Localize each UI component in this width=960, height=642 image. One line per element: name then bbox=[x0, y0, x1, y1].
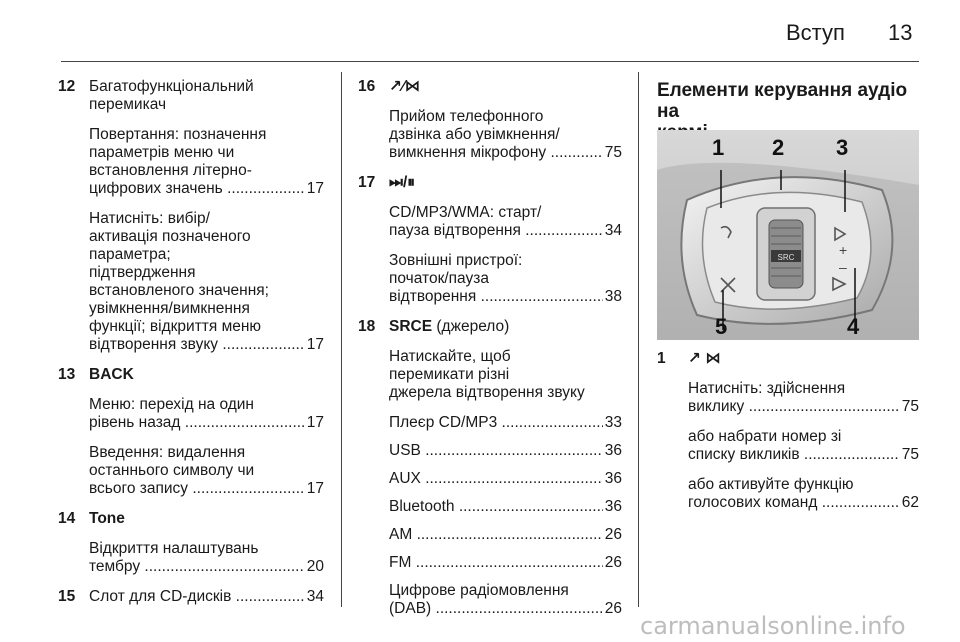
text-line: перемикати різні bbox=[389, 366, 510, 383]
text-line: активація позначеного bbox=[89, 228, 251, 245]
item-title: SRCE bbox=[389, 318, 433, 335]
figure-label-4: 4 bbox=[847, 314, 860, 339]
item-number: 16 bbox=[358, 78, 376, 95]
text-line: джерела відтворення звуку bbox=[389, 384, 585, 401]
header-title: Вступ bbox=[786, 20, 845, 45]
item-number: 18 bbox=[358, 318, 376, 335]
column-divider-1 bbox=[341, 72, 342, 607]
text-line: або активуйте функцію bbox=[688, 476, 854, 493]
text-line: останнього символу чи bbox=[89, 462, 255, 479]
page-reference: вимкнення мікрофону ..... 75 bbox=[389, 144, 622, 162]
phone-mic-icon: ↗⁄⋈ bbox=[389, 78, 421, 95]
page-reference: AM ..... 26 bbox=[389, 526, 622, 544]
item-title: Tone bbox=[89, 510, 125, 527]
next-pause-icon: ⏭/⏸ bbox=[389, 174, 416, 191]
page-number: 13 bbox=[888, 20, 913, 45]
item-number: 12 bbox=[58, 78, 76, 95]
page-reference: голосових команд ..... 62 bbox=[688, 494, 919, 512]
item-number: 17 bbox=[358, 174, 376, 191]
text-line: функції; відкриття меню bbox=[89, 318, 262, 335]
text-line: Введення: видалення bbox=[89, 444, 246, 461]
text-line: встановленого значення; bbox=[89, 282, 269, 299]
page-reference: Слот для CD-дисків ..... 34 bbox=[89, 588, 324, 606]
column-2 bbox=[358, 78, 622, 630]
column-3-list bbox=[657, 350, 919, 524]
figure-label-5: 5 bbox=[715, 314, 728, 339]
figure-label-1: 1 bbox=[712, 135, 725, 160]
page-reference: цифрових значень ..... 17 bbox=[89, 180, 324, 198]
text-line: Натискайте, щоб bbox=[389, 348, 511, 365]
srce-button-label: SRC bbox=[777, 253, 795, 262]
item-13 bbox=[58, 366, 324, 498]
item-title: BACK bbox=[89, 366, 134, 383]
text-line: Зовнішні пристрої: bbox=[389, 252, 523, 269]
figure-label-2: 2 bbox=[772, 135, 785, 160]
item-16 bbox=[358, 78, 622, 162]
header-rule bbox=[61, 61, 919, 62]
plus-icon: + bbox=[839, 242, 848, 258]
item-number: 1 bbox=[657, 350, 666, 367]
text-line: підтвердження bbox=[89, 264, 196, 281]
text-line: початок/пауза bbox=[389, 270, 489, 287]
item-number: 13 bbox=[58, 366, 76, 383]
page-reference: відтворення звуку ..... 17 bbox=[89, 336, 324, 354]
page-reference: AUX ..... 36 bbox=[389, 470, 622, 488]
item-14 bbox=[58, 510, 324, 576]
minus-icon: – bbox=[839, 259, 847, 275]
text-line: Натисніть: вибір/ bbox=[89, 210, 210, 227]
column-divider-2 bbox=[638, 72, 639, 607]
figure-label-3: 3 bbox=[836, 135, 849, 160]
item-number: 14 bbox=[58, 510, 76, 527]
text-line: Повертання: позначення bbox=[89, 126, 267, 143]
page-reference: всього запису ..... 17 bbox=[89, 480, 324, 498]
page-reference: списку викликів ..... 75 bbox=[688, 446, 919, 464]
text-line: параметрів меню чи bbox=[89, 144, 235, 161]
text-line: Меню: перехід на один bbox=[89, 396, 254, 413]
page-reference: тембру ..... 20 bbox=[89, 558, 324, 576]
text-line: CD/MP3/WMA: старт/ bbox=[389, 204, 542, 221]
steering-wheel-controls-photo bbox=[657, 130, 919, 340]
text-line: встановлення літерно- bbox=[89, 162, 252, 179]
text-line: дзвінка або увімкнення/ bbox=[389, 126, 560, 143]
column-1 bbox=[58, 78, 324, 606]
item-title-suffix: (джерело) bbox=[432, 318, 510, 335]
page-reference: Плеєр CD/MP3 ..... 33 bbox=[389, 414, 622, 432]
text-line: Натисніть: здійснення bbox=[688, 380, 846, 397]
page-reference: Bluetooth ..... 36 bbox=[389, 498, 622, 516]
text-line: або набрати номер зі bbox=[688, 428, 842, 445]
item-1 bbox=[657, 350, 919, 512]
page-reference: USB ..... 36 bbox=[389, 442, 622, 460]
item-title: перемикач bbox=[89, 96, 167, 113]
page-reference: виклику ..... 75 bbox=[688, 398, 919, 416]
text-line: параметра; bbox=[89, 246, 171, 263]
watermark: carmanualsonline.info bbox=[640, 612, 906, 640]
section-title: Елементи керування аудіо на bbox=[657, 80, 908, 122]
text-line: Цифрове радіомовлення bbox=[389, 582, 569, 599]
item-12 bbox=[58, 78, 324, 354]
item-number: 15 bbox=[58, 588, 76, 605]
page-reference: рівень назад ..... 17 bbox=[89, 414, 324, 432]
page-reference: FM ..... 26 bbox=[389, 554, 622, 572]
steering-controls-illustration bbox=[657, 130, 919, 340]
text-line: Прийом телефонного bbox=[389, 108, 544, 125]
page-reference: (DAB) ..... 26 bbox=[389, 600, 622, 618]
page-reference: пауза відтворення ..... 34 bbox=[389, 222, 622, 240]
item-title: Багатофункціональний bbox=[89, 78, 254, 95]
phone-voice-icon: ↗ ⋈ bbox=[688, 350, 721, 367]
page-reference: відтворення ..... 38 bbox=[389, 288, 622, 306]
text-line: Відкриття налаштувань bbox=[89, 540, 259, 557]
item-18 bbox=[358, 318, 622, 618]
item-17 bbox=[358, 174, 622, 306]
text-line: увімкнення/вимкнення bbox=[89, 300, 250, 317]
item-15 bbox=[58, 588, 324, 606]
